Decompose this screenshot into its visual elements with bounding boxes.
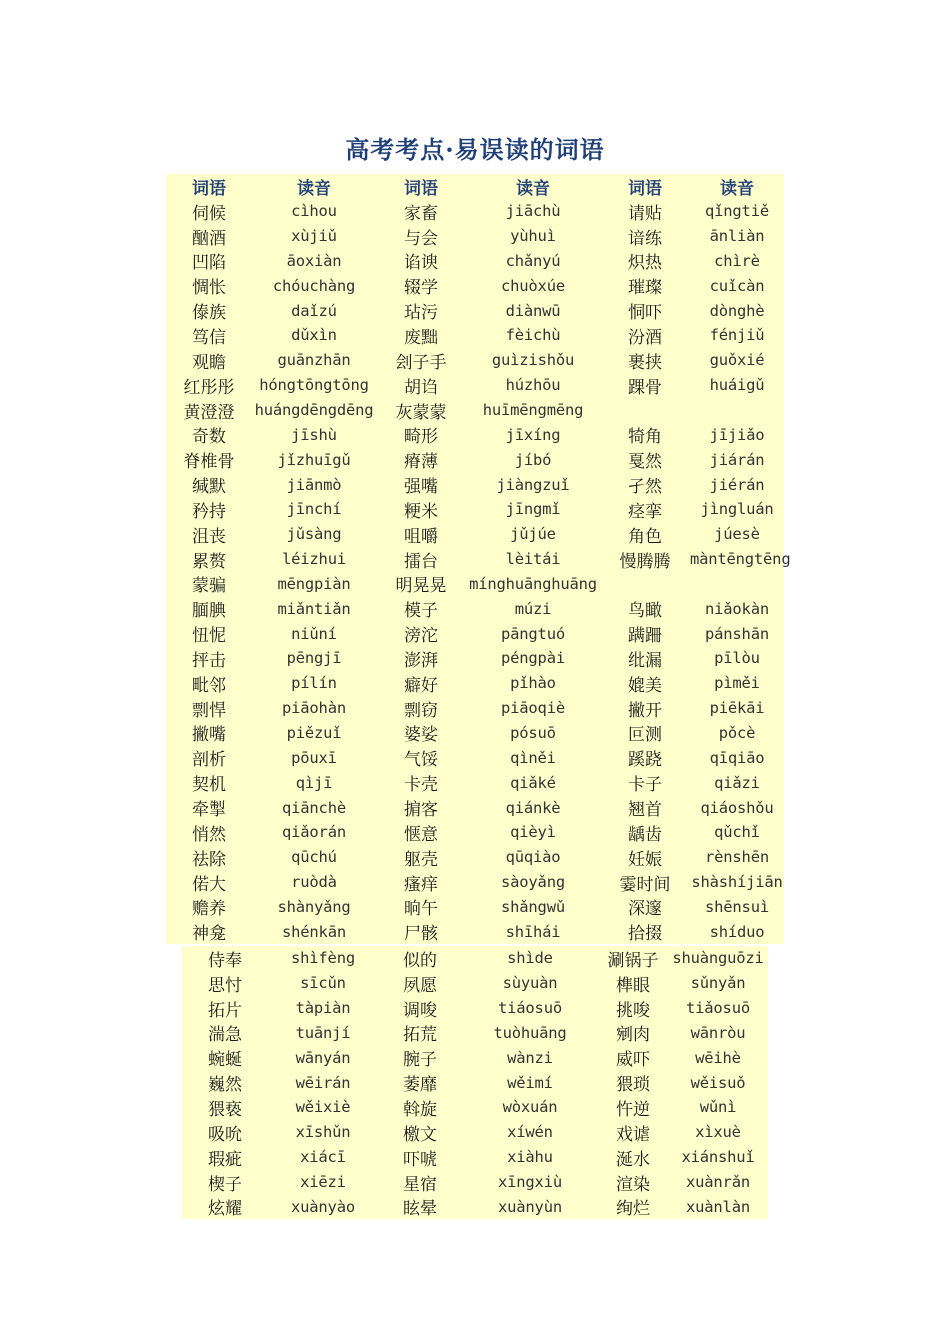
pinyin-cell: wānyán: [295, 1048, 351, 1067]
word-cell: 卡子: [628, 775, 662, 796]
pinyin-cell: fèichù: [505, 326, 561, 345]
word-cell: 猥琐: [616, 1075, 650, 1096]
pinyin-cell: jíbó: [514, 450, 552, 469]
word-cell: 躯壳: [404, 849, 438, 870]
pinyin-cell: shuànguōzi: [672, 949, 764, 968]
pinyin-cell: shīhái: [505, 922, 561, 941]
pinyin-cell: sàoyǎng: [501, 873, 565, 892]
word-cell: 纰漏: [628, 650, 662, 671]
word-cell: 奇数: [192, 427, 226, 448]
word-cell: 婆娑: [404, 725, 438, 746]
word-cell: 似的: [403, 950, 437, 971]
page-title: 高考考点·易误读的词语: [345, 135, 605, 164]
word-cell: 矜持: [192, 501, 226, 522]
pinyin-cell: āoxiàn: [286, 251, 342, 270]
pinyin-cell: guǒxié: [709, 351, 765, 370]
word-cell: 瘙痒: [404, 874, 438, 895]
word-cell: 撇开: [628, 700, 662, 721]
pinyin-cell: xīngxiù: [498, 1173, 562, 1192]
word-cell: 吓唬: [403, 1149, 437, 1170]
word-cell: 谙练: [628, 228, 662, 249]
pinyin-cell: xíwén: [507, 1123, 553, 1142]
word-cell: 裹挟: [628, 352, 662, 373]
word-cell: 悄然: [192, 824, 226, 845]
pinyin-cell: guānzhān: [277, 351, 351, 370]
word-cell: 腕子: [403, 1050, 437, 1071]
pinyin-cell: xiàhu: [507, 1148, 553, 1167]
pinyin-cell: jiérán: [709, 475, 765, 494]
pinyin-cell: sùyuàn: [502, 974, 558, 993]
word-cell: 忸怩: [192, 626, 226, 647]
pinyin-cell: pósuō: [510, 723, 556, 742]
table-row: [166, 447, 784, 472]
word-cell: 咀嚼: [404, 526, 438, 547]
pinyin-cell: jiàngzuǐ: [496, 475, 570, 494]
pinyin-cell: fénjiǔ: [709, 326, 765, 345]
pinyin-cell: qiǎorán: [282, 823, 346, 842]
word-cell: 檄文: [403, 1124, 437, 1145]
pinyin-cell: pīlòu: [714, 649, 760, 668]
word-cell: 缄默: [192, 477, 226, 498]
word-cell: 撇嘴: [192, 725, 226, 746]
word-cell: 擂台: [404, 551, 438, 572]
header-word: 词语: [404, 178, 438, 199]
word-cell: 伺候: [192, 203, 226, 224]
pinyin-cell: wēihè: [695, 1048, 741, 1067]
pinyin-cell: pílín: [291, 674, 337, 693]
word-cell: 惬意: [404, 824, 438, 845]
table-row: [166, 745, 784, 770]
pinyin-cell: pìměi: [714, 674, 760, 693]
pinyin-cell: wǔnì: [699, 1098, 737, 1117]
pinyin-cell: jìngluán: [700, 500, 774, 519]
word-cell: 掮客: [404, 800, 438, 821]
word-cell: 模子: [404, 601, 438, 622]
header-word: 词语: [192, 178, 226, 199]
header-word: 词语: [628, 178, 662, 199]
word-cell: 刽子手: [395, 352, 447, 373]
pinyin-cell: qìněi: [510, 748, 556, 767]
word-cell: 累赘: [192, 551, 226, 572]
pinyin-cell: shìfèng: [291, 949, 355, 968]
word-cell: 剽悍: [192, 700, 226, 721]
word-cell: 媲美: [628, 675, 662, 696]
pinyin-cell: qūchú: [291, 848, 337, 867]
word-cell: 黄澄澄: [183, 402, 235, 423]
pinyin-cell: xuànlàn: [686, 1197, 750, 1216]
pinyin-cell: xiánshuǐ: [681, 1148, 755, 1167]
table-row: [166, 547, 791, 572]
table-row: [166, 472, 784, 497]
word-cell: 观瞻: [192, 352, 226, 373]
pinyin-cell: xiácī: [300, 1148, 346, 1167]
pinyin-cell: sǔnyǎn: [690, 974, 746, 993]
word-cell: 红彤彤: [183, 377, 235, 398]
pinyin-cell: piāoqiè: [501, 699, 565, 718]
word-cell: 剖析: [192, 750, 226, 771]
pinyin-cell: shǎngwǔ: [501, 897, 565, 916]
word-cell: 契机: [192, 775, 226, 796]
pinyin-cell: shíduo: [709, 922, 765, 941]
word-cell: 拾掇: [628, 924, 662, 945]
pinyin-cell: wěixiè: [295, 1098, 351, 1117]
word-cell: 犄角: [628, 427, 662, 448]
pinyin-cell: jīngmǐ: [505, 500, 561, 519]
word-cell: 叵测: [628, 725, 662, 746]
word-cell: 辍学: [404, 278, 438, 299]
pinyin-cell: xīshǔn: [295, 1123, 351, 1142]
pinyin-cell: júesè: [714, 525, 760, 544]
pinyin-cell: tiǎosuō: [686, 999, 750, 1018]
word-cell: 畸形: [404, 427, 438, 448]
pinyin-cell: huángdēngdēng: [254, 401, 374, 420]
word-cell: 强嘴: [404, 477, 438, 498]
pinyin-cell: qiáoshǒu: [700, 798, 774, 817]
word-cell: 笃信: [192, 327, 226, 348]
word-cell: 废黜: [404, 327, 438, 348]
word-cell: 请贴: [628, 203, 662, 224]
pinyin-cell: pāngtuó: [501, 624, 565, 643]
table-row: [166, 795, 784, 820]
word-cell: 沮丧: [192, 526, 226, 547]
word-cell: 吸吮: [208, 1124, 242, 1145]
word-cell: 赡养: [192, 899, 226, 920]
vocab-table-upper: [166, 174, 791, 945]
word-cell: 灰蒙蒙: [395, 402, 447, 423]
word-cell: 翘首: [628, 800, 662, 821]
table-row: [166, 721, 784, 746]
pinyin-cell: qiānchè: [282, 798, 346, 817]
pinyin-cell: diànwū: [505, 301, 561, 320]
pinyin-cell: jǐzhuīgǔ: [277, 450, 351, 469]
table-row: [166, 398, 784, 423]
pinyin-cell: yùhuì: [510, 227, 556, 246]
word-cell: 踝骨: [628, 377, 662, 398]
word-cell: 尸骸: [404, 924, 438, 945]
word-cell: 炽热: [628, 253, 662, 274]
word-cell: 龋齿: [628, 824, 662, 845]
word-cell: 拓荒: [403, 1025, 437, 1046]
table-row: [182, 1070, 768, 1095]
table-header-row: [166, 174, 784, 199]
pinyin-cell: mēngpiàn: [277, 574, 351, 593]
table-row: [182, 1120, 768, 1145]
word-cell: 祛除: [192, 849, 226, 870]
word-cell: 巍然: [208, 1075, 242, 1096]
pinyin-cell: dǔxìn: [291, 326, 337, 345]
word-cell: 谄谀: [404, 253, 438, 274]
table-row: [166, 249, 784, 274]
table-row: [166, 919, 784, 944]
word-cell: 惆怅: [192, 278, 226, 299]
pinyin-cell: shànyǎng: [277, 897, 351, 916]
table-row: [166, 770, 784, 795]
pinyin-cell: tuānjí: [295, 1023, 351, 1042]
pinyin-cell: shìde: [507, 949, 553, 968]
word-cell: 思忖: [208, 975, 242, 996]
word-cell: 滂沱: [404, 626, 438, 647]
pinyin-cell: ruòdà: [291, 873, 337, 892]
pinyin-cell: pēngjī: [286, 649, 342, 668]
word-cell: 榫眼: [616, 975, 650, 996]
table-row: [166, 621, 784, 646]
word-cell: 傣族: [192, 303, 226, 324]
word-cell: 楔子: [208, 1174, 242, 1195]
pinyin-cell: chìrè: [714, 251, 760, 270]
word-cell: 玷污: [404, 303, 438, 324]
table-row: [182, 1145, 768, 1170]
pinyin-cell: niǎokàn: [705, 599, 769, 618]
pinyin-cell: shàshíjiān: [691, 873, 783, 892]
table-row: [166, 845, 784, 870]
pinyin-cell: huīmēngmēng: [482, 401, 584, 420]
word-cell: 牵掣: [192, 800, 226, 821]
pinyin-cell: húzhōu: [505, 376, 561, 395]
pinyin-cell: qǔchǐ: [714, 823, 760, 842]
table-row: [166, 373, 784, 398]
pinyin-cell: lèitái: [505, 550, 561, 569]
word-cell: 慢腾腾: [619, 551, 671, 572]
word-cell: 深邃: [628, 899, 662, 920]
table-row: [166, 323, 784, 348]
word-cell: 凹陷: [192, 253, 226, 274]
word-cell: 戏谑: [616, 1124, 650, 1145]
pinyin-cell: mínghuānghuāng: [469, 574, 597, 593]
pinyin-cell: qīqiāo: [709, 748, 765, 767]
pinyin-cell: tuòhuāng: [493, 1023, 567, 1042]
pinyin-cell: pǒcè: [718, 723, 756, 742]
pinyin-cell: dònghè: [709, 301, 765, 320]
pinyin-cell: shénkān: [282, 922, 346, 941]
table-row: [166, 224, 784, 249]
table-row: [166, 273, 784, 298]
word-cell: 孑然: [628, 477, 662, 498]
word-cell: 威吓: [616, 1050, 650, 1071]
pinyin-cell: xiēzi: [300, 1173, 346, 1192]
pinyin-cell: jiāchù: [505, 202, 561, 221]
word-cell: 汾酒: [628, 327, 662, 348]
pinyin-cell: chǎnyú: [505, 251, 561, 270]
pinyin-cell: tiáosuō: [498, 999, 562, 1018]
pinyin-cell: piēkāi: [709, 699, 765, 718]
word-cell: 夙愿: [403, 975, 437, 996]
word-cell: 忤逆: [616, 1099, 650, 1120]
pinyin-cell: qūqiào: [505, 848, 561, 867]
word-cell: 酗酒: [192, 228, 226, 249]
pinyin-cell: jiárán: [709, 450, 765, 469]
word-cell: 霎时间: [619, 874, 671, 895]
pinyin-cell: daǐzú: [291, 301, 337, 320]
table-row: [166, 894, 784, 919]
pinyin-cell: qìjī: [295, 773, 333, 792]
pinyin-cell: pánshān: [705, 624, 769, 643]
pinyin-cell: miǎntiǎn: [277, 599, 351, 618]
word-cell: 瘠薄: [404, 452, 438, 473]
word-cell: 明晃晃: [395, 576, 447, 597]
pinyin-cell: múzi: [514, 599, 552, 618]
pinyin-cell: niǔní: [291, 624, 337, 643]
pinyin-cell: jījiǎo: [709, 425, 765, 444]
pinyin-cell: ānliàn: [709, 227, 765, 246]
pinyin-cell: léizhui: [282, 550, 346, 569]
word-cell: 涮锅子: [607, 950, 659, 971]
word-cell: 角色: [628, 526, 662, 547]
table-row: [182, 1045, 768, 1070]
table-row: [182, 946, 768, 971]
pinyin-cell: qièyì: [510, 823, 556, 842]
table-row: [166, 820, 784, 845]
table-row: [166, 696, 784, 721]
word-cell: 腼腆: [192, 601, 226, 622]
pinyin-cell: xuànyào: [291, 1197, 355, 1216]
word-cell: 蜿蜒: [208, 1050, 242, 1071]
pinyin-cell: guìzishǒu: [491, 351, 575, 370]
word-cell: 戛然: [628, 452, 662, 473]
word-cell: 绚烂: [616, 1199, 650, 1220]
pinyin-cell: wānròu: [690, 1023, 746, 1042]
pinyin-cell: qiǎzi: [714, 773, 760, 792]
word-cell: 毗邻: [192, 675, 226, 696]
pinyin-cell: qiánkè: [505, 798, 561, 817]
word-cell: 蹊跷: [628, 750, 662, 771]
pinyin-cell: sīcǔn: [300, 974, 346, 993]
pinyin-cell: jīxíng: [505, 425, 561, 444]
table-row: [182, 1194, 768, 1219]
table-row: [166, 422, 784, 447]
word-cell: 粳米: [404, 501, 438, 522]
pinyin-cell: jīshù: [291, 425, 337, 444]
pinyin-cell: xùjiǔ: [291, 227, 337, 246]
word-cell: 侍奉: [208, 950, 242, 971]
word-cell: 晌午: [404, 899, 438, 920]
word-cell: 家畜: [404, 203, 438, 224]
table-row: [182, 1170, 768, 1195]
word-cell: 炫耀: [208, 1199, 242, 1220]
word-cell: 挑唆: [616, 1000, 650, 1021]
pinyin-cell: wòxuán: [502, 1098, 558, 1117]
pinyin-cell: wēirán: [295, 1073, 351, 1092]
pinyin-cell: hóngtōngtōng: [259, 376, 369, 395]
word-cell: 斡旋: [403, 1099, 437, 1120]
pinyin-cell: qiǎké: [510, 773, 556, 792]
word-cell: 鸟瞰: [628, 601, 662, 622]
word-cell: 涎水: [616, 1149, 650, 1170]
table-row: [166, 199, 784, 224]
word-cell: 妊娠: [628, 849, 662, 870]
table-row: [166, 671, 784, 696]
table-row: [166, 522, 784, 547]
table-row: [166, 870, 784, 895]
word-cell: 璀璨: [628, 278, 662, 299]
pinyin-cell: shēnsuì: [705, 897, 769, 916]
word-cell: 剜肉: [616, 1025, 650, 1046]
table-row: [182, 971, 768, 996]
word-cell: 卡壳: [404, 775, 438, 796]
vocab-table-lower: [182, 946, 768, 1219]
table-row: [166, 596, 784, 621]
word-cell: 蒙骗: [192, 576, 226, 597]
pinyin-cell: màntēngtēng: [690, 550, 791, 569]
table-row: [166, 348, 784, 373]
word-cell: 眩晕: [403, 1199, 437, 1220]
header-pinyin: 读音: [297, 178, 331, 199]
word-cell: 渲染: [616, 1174, 650, 1195]
pinyin-cell: péngpài: [501, 649, 565, 668]
word-cell: 恫吓: [628, 303, 662, 324]
pinyin-cell: wěimí: [507, 1073, 553, 1092]
word-cell: 星宿: [403, 1174, 437, 1195]
pinyin-cell: jǔjúe: [510, 525, 556, 544]
pinyin-cell: qǐngtiě: [705, 202, 769, 221]
pinyin-cell: xìxuè: [695, 1123, 741, 1142]
word-cell: 癖好: [404, 675, 438, 696]
table-row: [166, 497, 784, 522]
table-row: [182, 1021, 768, 1046]
pinyin-cell: wěisuǒ: [690, 1073, 746, 1092]
word-cell: 萎靡: [403, 1075, 437, 1096]
pinyin-cell: cìhou: [291, 202, 337, 221]
pinyin-cell: pǐhào: [510, 674, 556, 693]
pinyin-cell: jīnchí: [286, 500, 342, 519]
word-cell: 抨击: [192, 650, 226, 671]
pinyin-cell: pōuxī: [291, 748, 337, 767]
word-cell: 猥亵: [208, 1099, 242, 1120]
pinyin-cell: tàpiàn: [295, 999, 351, 1018]
word-cell: 拓片: [208, 1000, 242, 1021]
word-cell: 脊椎骨: [183, 452, 235, 473]
word-cell: 神龛: [192, 924, 226, 945]
pinyin-cell: xuànyùn: [498, 1197, 562, 1216]
word-cell: 气馁: [404, 750, 438, 771]
word-cell: 调唆: [403, 1000, 437, 1021]
word-cell: 剽窃: [404, 700, 438, 721]
table-row: [182, 996, 768, 1021]
table-row: [166, 646, 784, 671]
table-row: [166, 572, 784, 597]
pinyin-cell: cuǐcàn: [709, 276, 765, 295]
pinyin-cell: piězuǐ: [286, 723, 342, 742]
pinyin-cell: jǔsàng: [286, 525, 342, 544]
word-cell: 蹒跚: [628, 626, 662, 647]
pinyin-cell: chóuchàng: [272, 276, 356, 295]
pinyin-cell: chuòxúe: [501, 276, 565, 295]
pinyin-cell: jiānmò: [286, 475, 342, 494]
header-pinyin: 读音: [516, 178, 550, 199]
pinyin-cell: piāohàn: [282, 699, 346, 718]
pinyin-cell: wànzi: [507, 1048, 553, 1067]
table-row: [182, 1095, 768, 1120]
pinyin-cell: huáigǔ: [709, 376, 765, 395]
word-cell: 瑕疵: [208, 1149, 242, 1170]
table-row: [166, 298, 784, 323]
header-pinyin: 读音: [720, 178, 754, 199]
word-cell: 与会: [404, 228, 438, 249]
word-cell: 澎湃: [404, 650, 438, 671]
pinyin-cell: xuànrǎn: [686, 1173, 750, 1192]
pinyin-cell: rènshēn: [705, 848, 769, 867]
word-cell: 胡诌: [404, 377, 438, 398]
word-cell: 偌大: [192, 874, 226, 895]
word-cell: 湍急: [208, 1025, 242, 1046]
word-cell: 痉挛: [628, 501, 662, 522]
